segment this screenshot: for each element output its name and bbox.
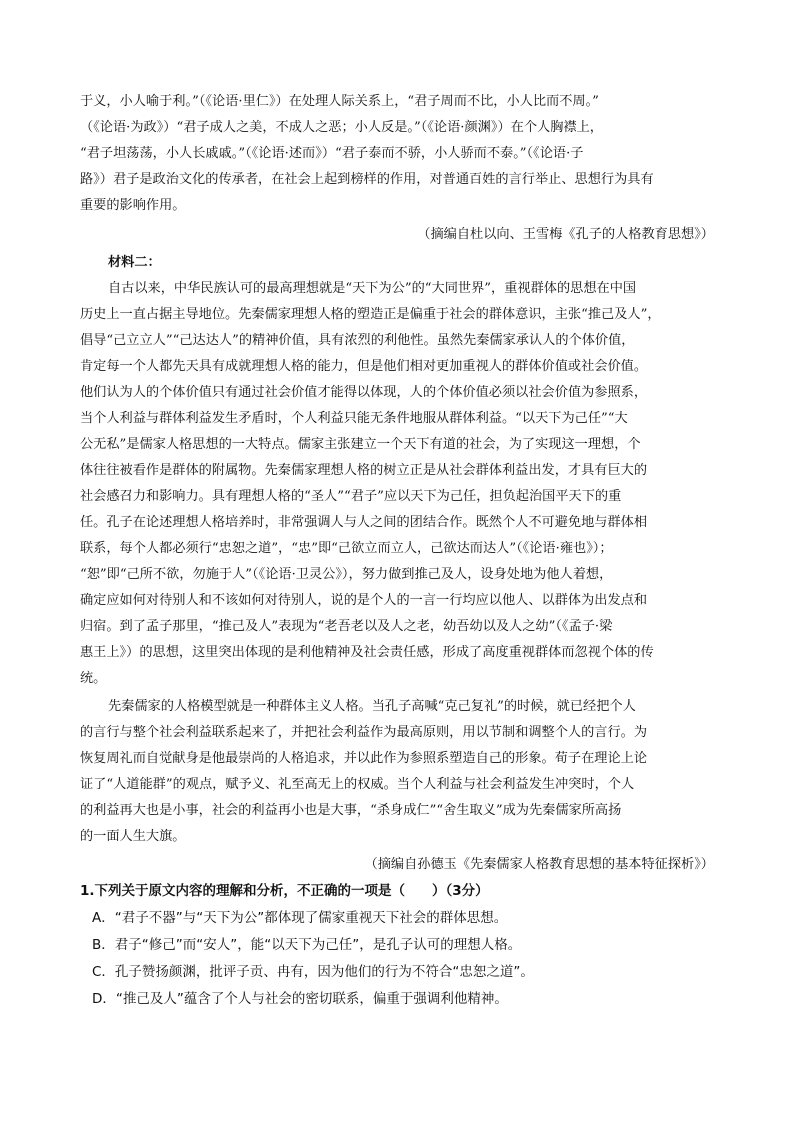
text-line: 任。孔子在论述理想人格培养时，非常强调人与人之间的团结合作。既然个人不可避免地与群体相 <box>80 515 648 530</box>
text-line: 联系，每个人都必须行“忠恕之道”，“忠”即“己欲立而立人，己欲达而达人”（《论语·雍也》）； <box>80 541 613 556</box>
text-line: 路》）君子是政治文化的传承者，在社会上起到榜样的作用，对普通百姓的言行举止、思想行为具有 <box>80 172 654 187</box>
option-c[interactable]: C．孔子赞扬颜渊，批评子贡、冉有，因为他们的行为不符合“忠恕之道”。 <box>92 964 534 980</box>
text-line: 倡导“己立立人”“己达达人”的精神价值，具有浓烈的利他性。虽然先秦儒家承认人的个体价值， <box>80 333 635 348</box>
text-line: 社会感召力和影响力。具有理想人格的“圣人”“君子”应以天下为己任，担负起治国平天下的重 <box>80 489 622 504</box>
text-line: 于义，小人喻于利。”（《论语·里仁》）在处理人际关系上，“君子周而不比，小人比而不周。” <box>80 94 599 109</box>
source-citation: （摘编自孙德玉《先秦儒家人格教育思想的基本特征探析》） <box>364 857 714 872</box>
text-line: 归宿。到了孟子那里，“推己及人”表现为“老吾老以及人之老，幼吾幼以及人之幼”（《孟子·梁 <box>80 619 613 634</box>
text-line: （《论语·为政》）“君子成人之美，不成人之恶；小人反是。”（《论语·颜渊》）在个人胸襟上， <box>80 120 603 135</box>
section-heading: 材料二： <box>108 255 161 270</box>
text-line: 当个人利益与群体利益发生矛盾时，个人利益只能无条件地服从群体利益。“以天下为己任”“大 <box>80 411 628 426</box>
text-line: 恢复周礼而自觉献身是他最崇尚的人格追求，并以此作为参照系塑造自己的形象。荀子在理论上论 <box>80 751 648 766</box>
option-d[interactable]: D．“推己及人”蕴含了个人与社会的密切联系，偏重于强调利他精神。 <box>92 991 508 1007</box>
text-line: 惠王上》）的思想，这里突出体现的是利他精神及社会责任感，形成了高度重视群体而忽视个体的传 <box>80 645 654 660</box>
text-line: 先秦儒家的人格模型就是一种群体主义人格。当孔子高喊“克己复礼”的时候，就已经把个人 <box>108 699 636 714</box>
text-line: 他们认为人的个体价值只有通过社会价值才能得以体现，人的个体价值必须以社会价值为参照系， <box>80 385 648 400</box>
option-b[interactable]: B．君子“修己”而“安人”，能“以天下为己任”，是孔子认可的理想人格。 <box>92 937 522 953</box>
text-line: 自古以来，中华民族认可的最高理想就是“天下为公”的“大同世界”，重视群体的思想在中国 <box>108 281 637 296</box>
text-line: 的一面人生大旗。 <box>80 829 186 844</box>
text-line: “君子坦荡荡，小人长戚戚。”（《论语·述而》）“君子泰而不骄，小人骄而不泰。”（《论语·子 <box>80 146 584 161</box>
text-line: 公无私”是儒家人格思想的一大特点。儒家主张建立一个天下有道的社会，为了实现这一理想，个 <box>80 437 641 452</box>
text-line: 的言行与整个社会利益联系起来了，并把社会利益作为最高原则，用以节制和调整个人的言行。为 <box>80 725 648 740</box>
text-line: 统。 <box>80 671 107 686</box>
text-line: 的利益再大也是小事，社会的利益再小也是大事，“杀身成仁”“舍生取义”成为先秦儒家所高扬 <box>80 803 622 818</box>
text-line: 体往往被看作是群体的附属物。先秦儒家理想人格的树立正是从社会群体利益出发，才具有巨大的 <box>80 463 648 478</box>
text-line: 重要的影响作用。 <box>80 198 186 213</box>
text-line: 肯定每一个人都先天具有成就理想人格的能力，但是他们相对更加重视人的群体价值或社会价值。 <box>80 359 648 374</box>
question-title: 1.下列关于原文内容的理解和分析，不正确的一项是（ ）（3分） <box>80 883 489 899</box>
source-citation: （摘编自杜以向、王雪梅《孔子的人格教育思想》） <box>417 227 714 242</box>
text-line: 确定应如何对待别人和不该如何对待别人，说的是个人的一言一行均应以他人、以群体为出发点和 <box>80 593 648 608</box>
text-line: “恕”即“己所不欲，勿施于人”（《论语·卫灵公》），努力做到推己及人，设身处地为他人着想， <box>80 567 613 582</box>
text-line: 证了“人道能群”的观点，赋予义、礼至高无上的权威。当个人利益与社会利益发生冲突时，个人 <box>80 777 635 792</box>
option-a[interactable]: A．“君子不器”与“天下为公”都体现了儒家重视天下社会的群体思想。 <box>92 910 508 926</box>
text-line: 历史上一直占据主导地位。先秦儒家理想人格的塑造正是偏重于社会的群体意识，主张“推己及人”， <box>80 307 661 322</box>
